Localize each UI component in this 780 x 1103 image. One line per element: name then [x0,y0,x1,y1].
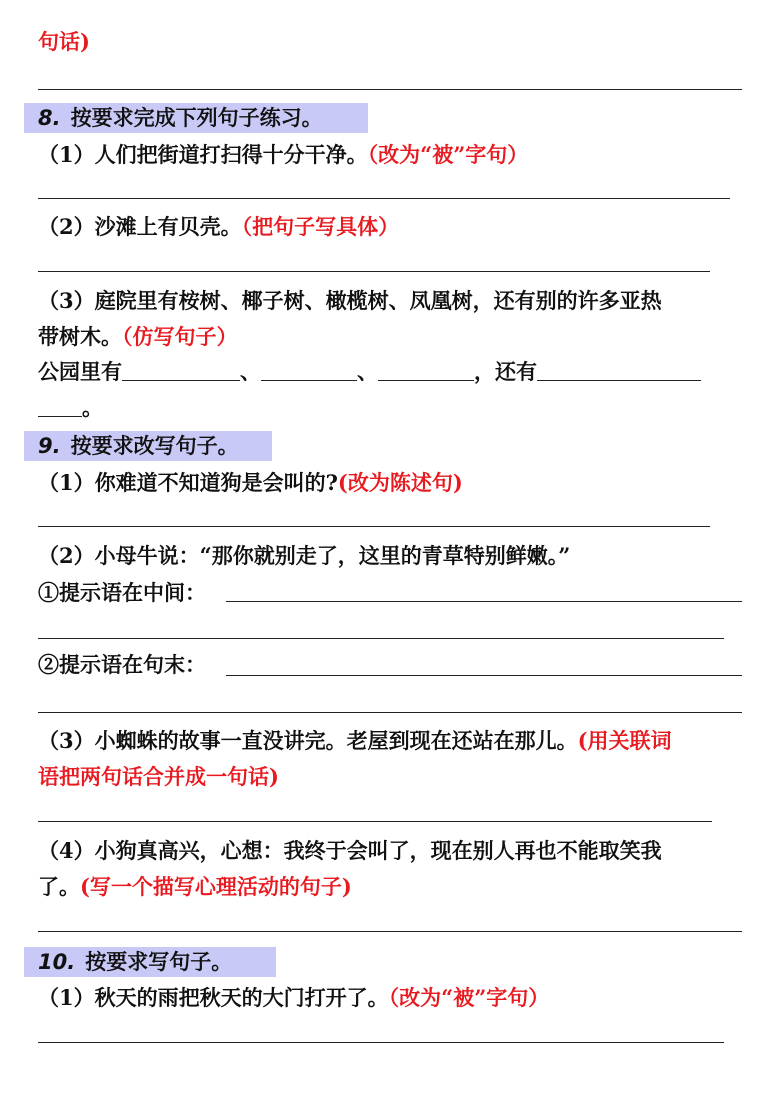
instruction-hint: (用关联词 [577,728,672,753]
question-title: 按要求完成下列句子练习。 [70,105,323,130]
answer-line[interactable] [38,198,730,199]
answer-line[interactable] [38,638,724,639]
answer-line[interactable] [38,931,742,932]
question-number: 8. [38,106,61,130]
instruction-hint: （把句子写具体） [241,214,400,239]
q9-sentence-2: （2）小母牛说：“那你就别走了，这里的青草特别鲜嫩。” [38,543,571,568]
q9-sentence-4-line2 [38,872,352,902]
fill-blank-2[interactable] [261,358,357,381]
question-title: 按要求写句子。 [85,949,233,974]
sentence-text: 带树木。 [38,324,122,349]
q9-option-1: ①提示语在中间： [38,580,206,605]
sentence-text: （3）小蜘蛛的故事一直没讲完。老屋到现在还站在那儿。 [38,728,578,753]
answer-line[interactable] [226,601,742,602]
q8-sentence-3-line2 [38,322,238,352]
q8-sentence-1 [38,140,528,170]
answer-line[interactable] [38,1042,724,1043]
answer-line[interactable] [38,271,710,272]
question-10-heading [24,947,276,977]
instruction-hint: (写一个描写心理活动的句子) [80,874,352,899]
sentence-text: （1）你难道不知道狗是会叫的? [38,470,338,495]
separator: ，还有 [474,359,537,384]
q9-sentence-4-line1: （4）小狗真高兴，心想：我终于会叫了，现在别人再也不能取笑我 [38,838,662,863]
answer-line[interactable] [38,821,712,822]
separator: 、 [357,359,378,384]
question-number: 10. [38,950,76,974]
instruction-hint: (改为陈述句) [337,470,463,495]
separator: 、 [240,359,261,384]
q8-fill-in-line [38,357,701,387]
question-9-heading [24,431,272,461]
question-title: 按要求改写句子。 [70,433,239,458]
instruction-hint: （仿写句子） [122,324,238,349]
fill-prefix: 公园里有 [38,359,122,384]
answer-line[interactable] [226,675,742,676]
question-8-heading [24,103,368,133]
q9-sentence-1 [38,468,463,498]
sentence-text: 了。 [38,874,80,899]
sentence-text: （2）沙滩上有贝壳。 [38,214,242,239]
q8-sentence-2 [38,212,399,242]
q8-fill-in-line-2 [38,393,103,423]
answer-line[interactable] [38,712,742,713]
q9-option-2: ②提示语在句末： [38,652,206,677]
fill-blank-4[interactable] [537,358,701,381]
sentence-text: （1）秋天的雨把秋天的大门打开了。 [38,985,389,1010]
instruction-hint: （改为“被”字句） [367,142,529,167]
q8-sentence-3-line1: （3）庭院里有桉树、椰子树、橄榄树、凤凰树，还有别的许多亚热 [38,288,662,313]
q9-sentence-3-hint-cont: 语把两句话合并成一句话) [38,764,279,789]
sentence-text: （1）人们把街道打扫得十分干净。 [38,142,368,167]
answer-line[interactable] [38,526,710,527]
fill-blank-5[interactable] [38,394,82,417]
instruction-hint: （改为“被”字句） [388,985,550,1010]
answer-line[interactable] [38,89,742,90]
q10-sentence-1 [38,983,549,1013]
question-number: 9. [38,434,61,458]
fill-blank-3[interactable] [378,358,474,381]
fill-blank-1[interactable] [122,358,240,381]
sentence-end: 。 [82,395,103,420]
q9-sentence-3 [38,726,672,756]
carryover-text: 句话) [38,29,90,54]
